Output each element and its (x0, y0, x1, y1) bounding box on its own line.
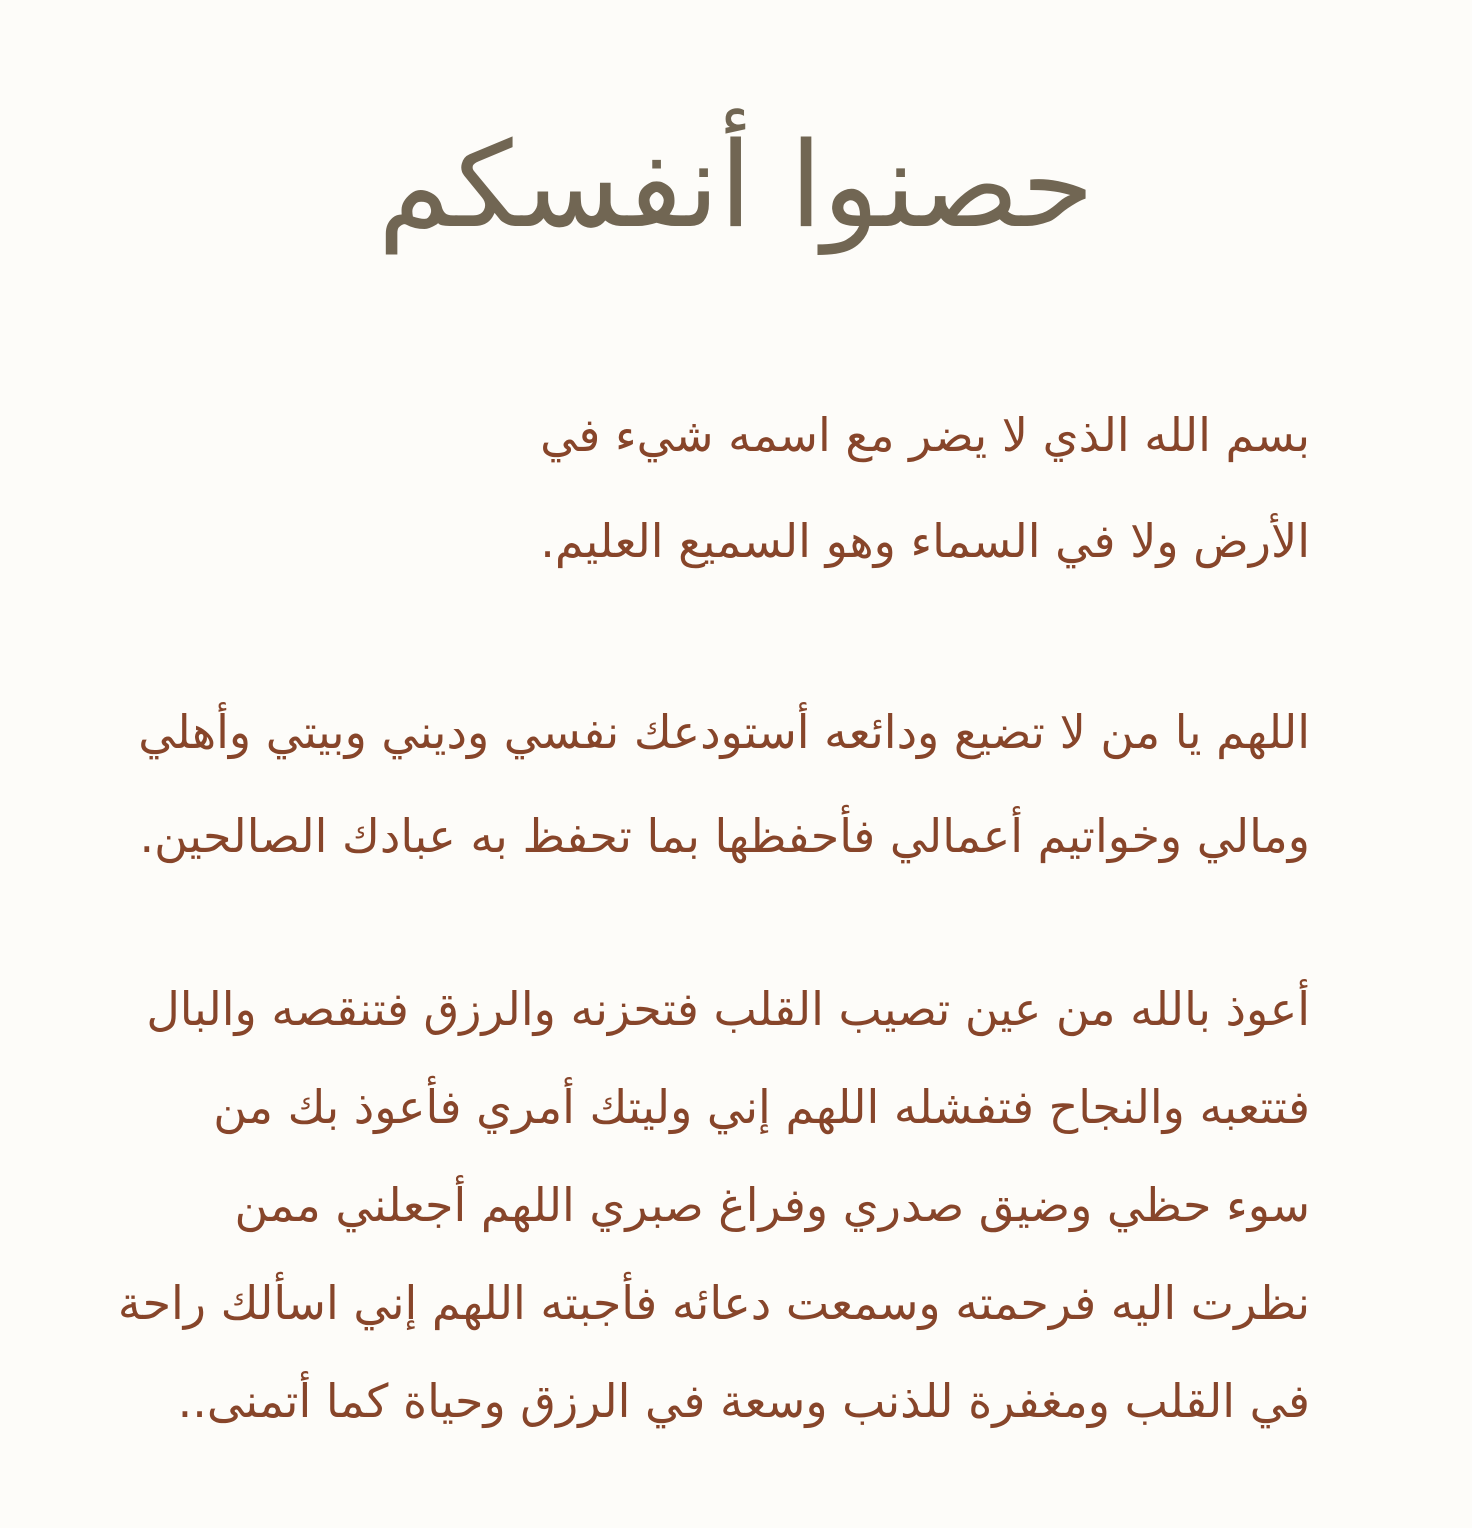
prayer-paragraph-1 (540, 382, 1310, 594)
prayer-paragraph-3 (118, 960, 1310, 1450)
text-line: نظرت اليه فرحمته وسمعت دعائه فأجبته اللهم إني اسألك راحة (117, 1276, 1310, 1330)
text-line: أعوذ بالله من عين تصيب القلب فتحزنه والرزق فتنقصه والبال (146, 982, 1310, 1036)
text-line: اللهم يا من لا تضيع ودائعه أستودعك نفسي وديني وبيتي وأهلي (138, 705, 1310, 759)
text-line: في القلب ومغفرة للذنب وسعة في الرزق وحياة كما أتمنى.. (177, 1374, 1310, 1428)
text-line: سوء حظي وضيق صدري وفراغ صبري اللهم أجعلني ممن (234, 1178, 1310, 1232)
text-line: ومالي وخواتيم أعمالي فأحفظها بما تحفظ به عبادك الصالحين. (139, 809, 1310, 863)
text-line: فتتعبه والنجاح فتفشله اللهم إني وليتك أمري فأعوذ بك من (213, 1080, 1310, 1134)
text-line: بسم الله الذي لا يضر مع اسمه شيء في (540, 408, 1310, 462)
text-line: الأرض ولا في السماء وهو السميع العليم. (540, 514, 1310, 568)
prayer-paragraph-2 (138, 680, 1310, 888)
page-title: حصنوا أنفسكم (377, 116, 1095, 254)
